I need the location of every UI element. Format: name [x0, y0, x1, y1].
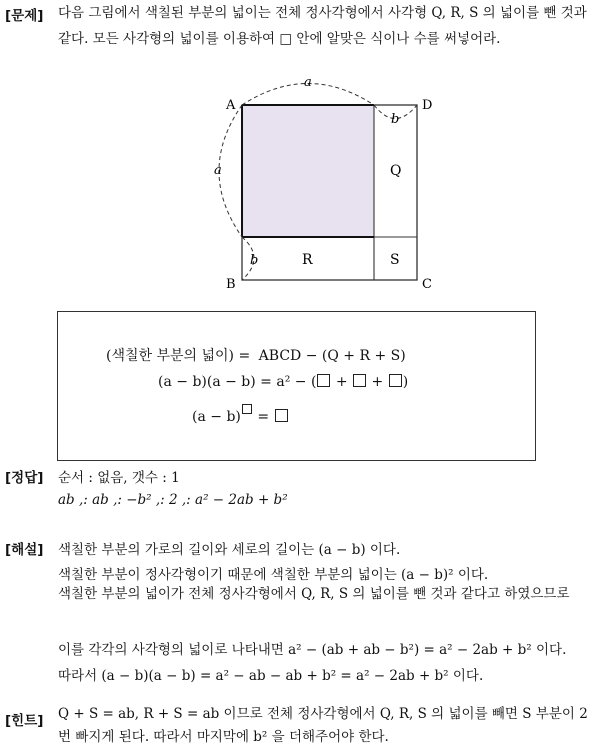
explanation-line-1: 색칠한 부분의 가로의 길이와 세로의 길이는 (a − b) 이다.	[58, 542, 401, 558]
corner-a-label: A	[226, 98, 236, 113]
side-b-left-label: b	[250, 253, 259, 268]
problem-label: [문제]	[5, 8, 44, 24]
eq1-right: ABCD − (Q + R + S)	[258, 348, 406, 364]
answer-line-2: ab ,: ab ,: −b² ,: 2 ,: a² − 2ab + b²	[58, 492, 288, 508]
eq2-plus-2: +	[371, 374, 384, 390]
equation-box	[57, 311, 536, 461]
explanation-line-3: 색칠한 부분의 넓이가 전체 정사각형에서 Q, R, S 의 넓이를 뺀 것과 같다고 하였으므로	[58, 586, 570, 602]
hint-text: Q + S = ab, R + S = ab 이므로 전체 정사각형에서 Q, R, S 의 넓이를 빼면 S 부분이 2 번 빠지게 된다. 따라서 마지막에 b² 을 더해주어야 한다.	[58, 706, 588, 745]
explanation-label: [해설]	[5, 542, 44, 558]
eq2-plus-1: +	[335, 374, 348, 390]
eq2-close: )	[402, 374, 409, 390]
explanation-line-2: 색칠한 부분이 정사각형이기 때문에 색칠한 부분의 넓이는 (a − b)² 이다.	[58, 567, 489, 583]
side-a-left-label: a	[214, 163, 222, 178]
hint-label: [힌트]	[5, 713, 44, 729]
corner-b-label: B	[226, 277, 236, 292]
answer-line-1: 순서 : 없음, 갯수 : 1	[58, 470, 180, 486]
side-b-top-label: b	[391, 112, 400, 127]
answer-blank-1[interactable]	[317, 374, 330, 387]
corner-c-label: C	[422, 277, 432, 292]
answer-blank-2[interactable]	[353, 374, 366, 387]
corner-d-label: D	[422, 98, 433, 113]
answer-blank-5[interactable]	[275, 409, 288, 422]
region-r-label: R	[302, 252, 313, 268]
eq1-left: (색칠한 부분의 넓이) =	[106, 348, 251, 364]
region-q-label: Q	[390, 163, 402, 179]
eq3-equals: =	[257, 409, 270, 425]
eq3-left: (a − b)	[192, 409, 241, 425]
explanation-line-5: 따라서 (a − b)(a − b) = a² − ab − ab + b² = a² − 2ab + b² 이다.	[58, 668, 484, 684]
answer-blank-4[interactable]	[242, 404, 252, 414]
side-a-top-label: a	[304, 75, 312, 90]
shaded-region	[242, 105, 374, 237]
eq2-left: (a − b)(a − b) = a² − (	[158, 374, 317, 390]
answer-label: [정답]	[5, 470, 44, 486]
answer-blank-3[interactable]	[389, 374, 402, 387]
problem-text: 다음 그림에서 색칠된 부분의 넓이는 전체 정사각형에서 사각형 Q, R, S 의 넓이를 뺀 것과 같다. 모든 사각형의 넓이를 이용하여 □ 안에 알맞은 식이나 수를 써넣어라.	[58, 5, 587, 47]
explanation-line-4: 이를 각각의 사각형의 넓이로 나타내면 a² − (ab + ab − b²) = a² − 2ab + b² 이다.	[58, 642, 567, 658]
region-s-label: S	[390, 252, 400, 268]
